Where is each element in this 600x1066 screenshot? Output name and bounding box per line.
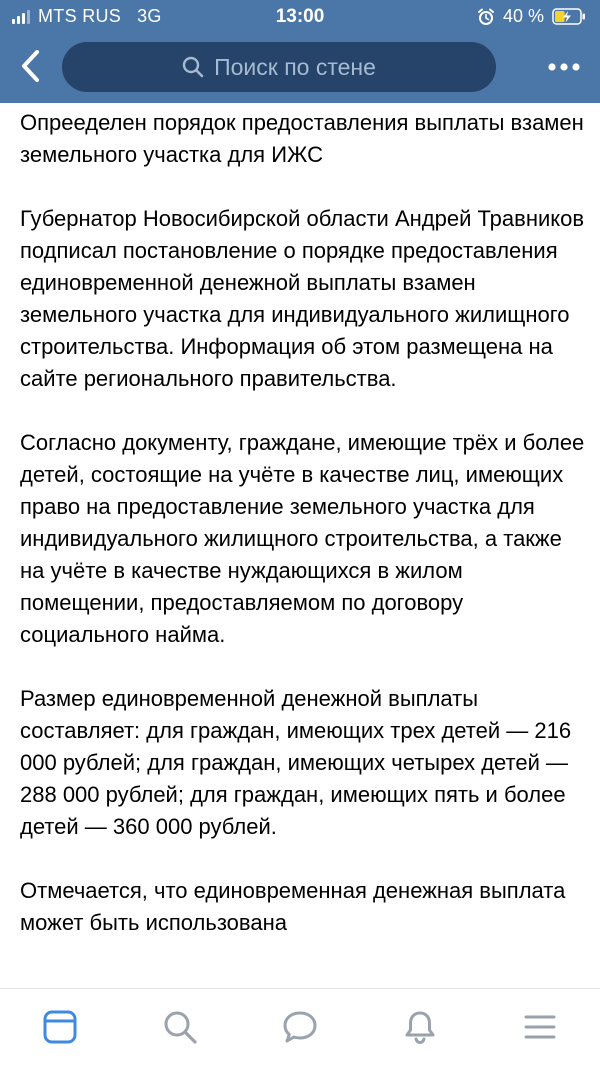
status-bar bbox=[0, 0, 600, 34]
carrier-name: MTS RUS bbox=[38, 6, 122, 26]
tab-search[interactable] bbox=[150, 1009, 210, 1053]
post-paragraph: Опрееделен порядок предоставления выплаты взамен земельного участка для ИЖС bbox=[20, 110, 584, 167]
post-paragraph: Размер единовременной денежной выплаты составляет: для граждан, имеющих трех детей — 216 000 рублей; для граждан, имеющих четырех детей — 288 000 рублей; для граждан, имеющих пять и более детей — 360 000 рублей. bbox=[20, 686, 572, 839]
battery-charging-icon bbox=[552, 8, 586, 25]
network-type: 3G bbox=[137, 6, 162, 26]
status-right bbox=[477, 6, 586, 27]
search-input[interactable] bbox=[62, 42, 496, 92]
header bbox=[0, 0, 600, 103]
menu-icon bbox=[522, 1009, 558, 1045]
search-icon bbox=[162, 1009, 198, 1045]
post-text bbox=[20, 103, 590, 939]
messages-icon bbox=[282, 1009, 318, 1045]
news-feed-icon bbox=[42, 1009, 78, 1045]
clock: 13:00 bbox=[275, 6, 325, 27]
search-icon bbox=[182, 56, 204, 78]
search-placeholder: Поиск по стене bbox=[214, 53, 376, 80]
more-dots-icon bbox=[547, 62, 581, 72]
nav-bar bbox=[0, 34, 600, 103]
battery-level bbox=[555, 11, 565, 22]
tab-bar bbox=[0, 988, 600, 1066]
post-content[interactable] bbox=[20, 103, 590, 989]
notifications-bell-icon bbox=[402, 1009, 438, 1045]
alarm-icon bbox=[477, 8, 495, 26]
more-button[interactable] bbox=[542, 50, 586, 84]
battery-percent: 40 % bbox=[502, 6, 544, 26]
post-paragraph: Согласно документу, граждане, имеющие трёх и более детей, состоящие на учёте в качестве лиц, имеющих право на предоставление земельного участка для индивидуального жилищного строительства, а также на учёте в качестве нуждающихся в жилом помещении, предоставляемом по договору социального найма. bbox=[20, 430, 585, 647]
tab-menu[interactable] bbox=[510, 1009, 570, 1053]
tab-news-feed[interactable] bbox=[30, 1009, 90, 1053]
post-paragraph: Отмечается, что единовременная денежная выплата может быть использована bbox=[20, 878, 566, 935]
back-button[interactable] bbox=[12, 46, 48, 86]
chevron-left-icon bbox=[19, 49, 41, 83]
post-paragraph: Губернатор Новосибирской области Андрей Травников подписал постановление о порядке предоставления единовременной денежной выплаты взамен земельного участка для индивидуального жилищного строительства. Информация об этом размещена на сайте регионального правительства. bbox=[20, 206, 585, 391]
tab-notifications[interactable] bbox=[390, 1009, 450, 1053]
tab-messages[interactable] bbox=[270, 1009, 330, 1053]
